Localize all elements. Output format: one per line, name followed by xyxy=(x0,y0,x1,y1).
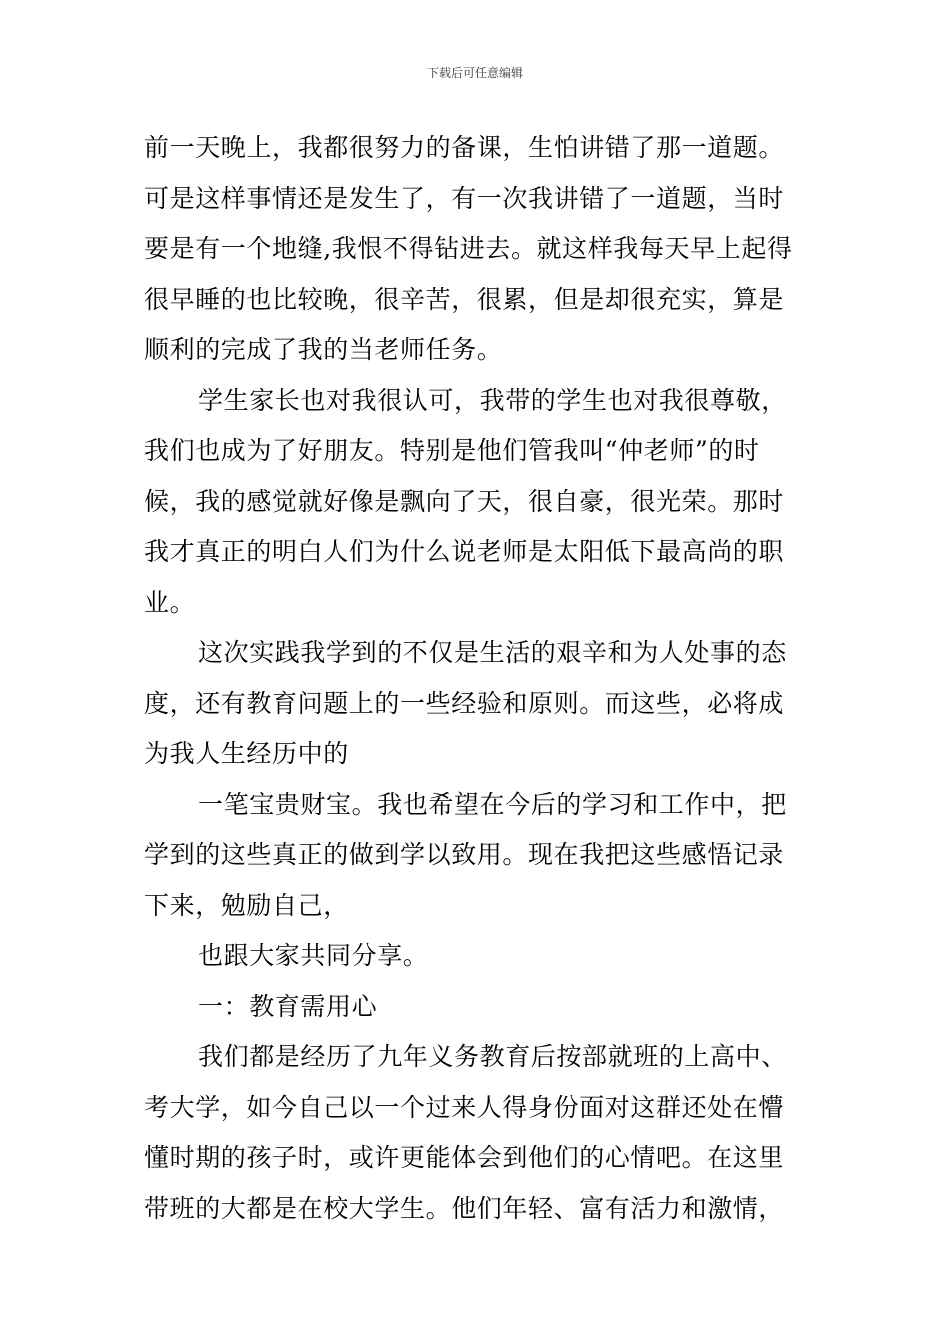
paragraph-line: 要是有一个地缝,我恨不得钻进去。就这样我每天早上起得 xyxy=(144,234,793,263)
paragraph-line: 懂时期的孩子时，或许更能体会到他们的心情吧。在这里 xyxy=(144,1143,785,1172)
page-header: 下载后可任意编辑 xyxy=(426,66,523,80)
paragraph-first-line: 我们都是经历了九年义务教育后按部就班的上高中、 xyxy=(198,1042,787,1071)
paragraph-line: 下来，勉励自己， xyxy=(144,890,349,920)
paragraph-line: 度，还有教育问题上的一些经验和原则。而这些，必将成 xyxy=(144,688,785,718)
paragraph-line: 我们也成为了好朋友。特别是他们管我叫“仲老师”的时 xyxy=(144,436,760,465)
paragraph-line: 考大学，如今自己以一个过来人得身份面对这群还处在懵 xyxy=(144,1092,785,1122)
paragraph-first-line: 一笔宝贵财宝。我也希望在今后的学习和工作中，把 xyxy=(198,789,787,819)
paragraph-line: 业。 xyxy=(144,587,196,617)
paragraph-line: 前一天晚上，我都很努力的备课，生怕讲错了那一道题。 xyxy=(144,133,785,162)
paragraph-line: 带班的大都是在校大学生。他们年轻、富有活力和激情， xyxy=(144,1193,785,1223)
paragraph-first-line: 学生家长也对我很认可，我带的学生也对我很尊敬， xyxy=(198,385,787,415)
paragraph-line: 可是这样事情还是发生了，有一次我讲错了一道题，当时 xyxy=(144,183,785,213)
paragraph-line: 为我人生经历中的 xyxy=(144,739,349,768)
paragraph-line: 很早睡的也比较晚，很辛苦，很累，但是却很充实，算是 xyxy=(144,284,785,314)
paragraph-first-line: 这次实践我学到的不仅是生活的艰辛和为人处事的态 xyxy=(198,638,787,667)
paragraph-line: 顺利的完成了我的当老师任务。 xyxy=(144,335,503,364)
paragraph-line: 我才真正的明白人们为什么说老师是太阳低下最高尚的职 xyxy=(144,537,785,566)
paragraph-line: 学到的这些真正的做到学以致用。现在我把这些感悟记录 xyxy=(144,840,785,869)
paragraph-first-line: 一：教育需用心 xyxy=(198,991,378,1021)
paragraph-first-line: 也跟大家共同分享。 xyxy=(198,941,429,970)
paragraph-line: 候，我的感觉就好像是飘向了天，很自豪，很光荣。那时 xyxy=(144,486,785,516)
